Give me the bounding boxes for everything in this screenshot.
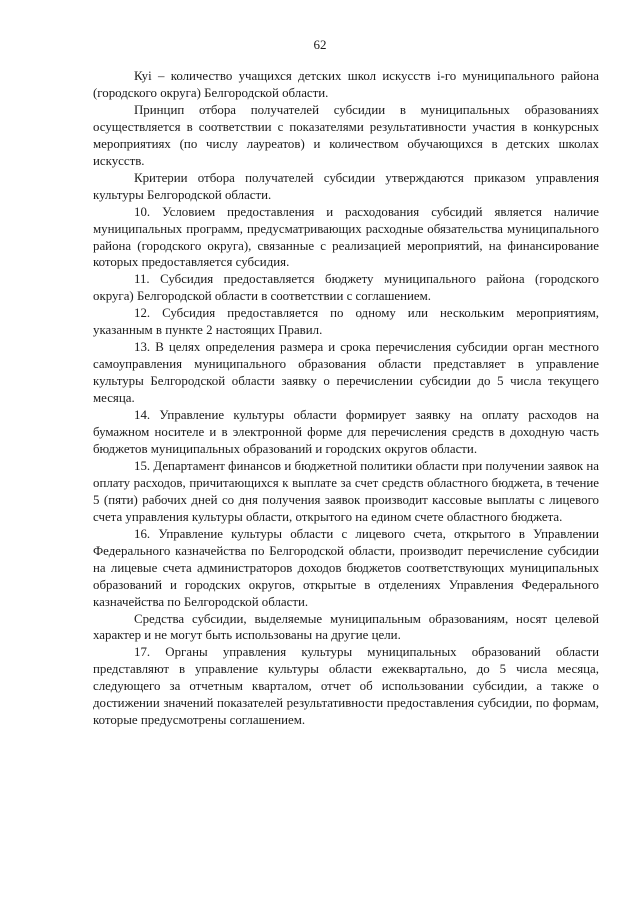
page-number: 62: [313, 37, 327, 52]
paragraph-selection-criteria: Критерии отбора получателей субсидии утверждаются приказом управления культуры Белгородской области.: [93, 170, 599, 202]
paragraph-clause-16: 16. Управление культуры области с лицевого счета, открытого в Управлении Федерального казначейства по Белгородской области, производит перечисление субсидии на лицевые счета администраторов доходов бюджетов соответствующих муниципальных образований и городских округов, открытые в отделениях Управления Федерального казначейства по Белгородской области.: [93, 526, 599, 609]
paragraph-clause-14: 14. Управление культуры области формирует заявку на оплату расходов на бумажном носителе и в электронной форме для перечисления средств в доходную часть бюджетов муниципальных образований и городских округов области.: [93, 408, 599, 456]
paragraph-clause-10: 10. Условием предоставления и расходования субсидий является наличие муниципальных программ, предусматривающих расходные обязательства муниципального района (городского округа), связанные с реализацией мероприятий, на финансирование которых предоставляется субсидия.: [93, 204, 599, 270]
document-body: [93, 68, 599, 729]
paragraph-clause-15: 15. Департамент финансов и бюджетной политики области при получении заявок на оплату расходов, причитающихся к выплате за счет средств областного бюджета, в течение 5 (пяти) рабочих дней со дня получения заявок производит кассовые выплаты с лицевого счета управления культуры области, открытого на едином счете областного бюджета.: [93, 458, 599, 524]
paragraph-clause-17: 17. Органы управления культуры муниципальных образований области представляют в управление культуры области ежеквартально, до 5 числа месяца, следующего за отчетным кварталом, отчет об использовании субсидии, а также о достижении значений показателей результативности предоставления субсидии, по формам, которые предусмотрены соглашением.: [93, 645, 599, 728]
paragraph-clause-13: 13. В целях определения размера и срока перечисления субсидии орган местного самоуправления муниципального образования области представляет в управление культуры Белгородской области заявку о перечислении субсидии до 5 числа текущего месяца.: [93, 340, 599, 406]
paragraph-clause-12: 12. Субсидия предоставляется по одному или нескольким мероприятиям, указанным в пункте 2 настоящих Правил.: [93, 306, 599, 338]
paragraph-kui-definition: Куі – количество учащихся детских школ искусств і-го муниципального района (городского округа) Белгородской области.: [93, 69, 599, 100]
paragraph-selection-principle: Принцип отбора получателей субсидии в муниципальных образованиях осуществляется в соответствии с показателями результативности участия в конкурсных мероприятиях (по числу лауреатов) и количеством обучающихся в детских школах искусств.: [93, 102, 599, 168]
paragraph-targeted-funds: Средства субсидии, выделяемые муниципальным образованиям, носят целевой характер и не могут быть использованы на другие цели.: [93, 611, 599, 643]
paragraph-clause-11: 11. Субсидия предоставляется бюджету муниципального района (городского округа) Белгородской области в соответствии с соглашением.: [93, 272, 599, 304]
